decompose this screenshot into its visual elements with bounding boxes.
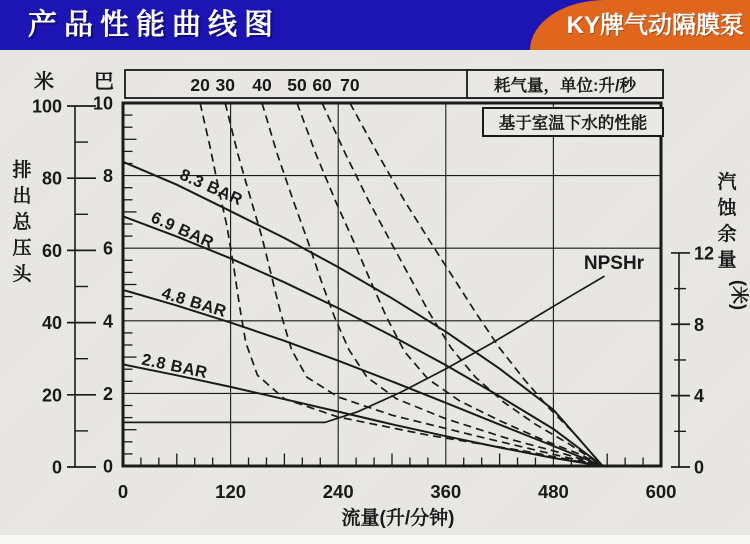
tick-label: 240 <box>322 481 354 502</box>
page-title: 产品性能曲线图 <box>28 9 281 41</box>
air-tick-label: 50 <box>287 75 307 95</box>
tick-label: 10 <box>92 93 113 114</box>
tick-label: 60 <box>41 240 62 261</box>
tick-label: 8 <box>102 166 113 187</box>
air-curve-20 <box>200 103 603 466</box>
tick-label: 600 <box>645 481 677 502</box>
pressure-curve-8.3-bar <box>123 162 603 466</box>
air-tick-label: 70 <box>340 75 360 95</box>
left-axis-title-char: 头 <box>12 264 32 285</box>
air-tick-label: 30 <box>215 75 235 95</box>
brand-badge-label: KY牌气动隔膜泵 <box>566 12 744 39</box>
pressure-curves <box>123 162 603 466</box>
curve-label: 2.8 BAR <box>140 350 210 383</box>
air-curve-50 <box>297 103 603 466</box>
tick-label: 0 <box>694 457 705 478</box>
air-axis-title: 耗气量，单位:升/秒 <box>493 77 637 95</box>
tick-label: 360 <box>430 481 462 502</box>
right-axis-title-unit: (米) <box>729 280 749 310</box>
tick-label: 100 <box>31 96 62 117</box>
header-banner <box>0 0 750 50</box>
left-axis-title-char: 排 <box>12 160 32 181</box>
tick-label: 40 <box>41 313 62 334</box>
note-text: 基于室温下水的性能 <box>498 114 648 133</box>
tick-label: 6 <box>102 238 113 259</box>
npshr-curve <box>123 253 645 422</box>
tick-label: 2 <box>102 383 113 404</box>
tick-label: 8 <box>694 314 705 335</box>
note-box <box>483 108 663 136</box>
curve-label: 6.9 BAR <box>148 208 217 253</box>
bottom-strip <box>0 535 750 544</box>
npshr-label: NPSHr <box>583 252 645 274</box>
pressure-curve-6.9-bar <box>123 216 603 466</box>
tick-label: 80 <box>41 168 62 189</box>
air-tick-label: 60 <box>312 75 332 95</box>
air-curve-70 <box>350 103 603 466</box>
curve-label: 8.3 BAR <box>176 165 246 210</box>
left-axis-title-char: 出 <box>12 186 32 207</box>
right-axis-title-char: 量 <box>717 250 737 271</box>
curve-label: 4.8 BAR <box>159 284 229 321</box>
air-tick-label: 20 <box>190 75 210 95</box>
head-axis-bar <box>93 71 114 477</box>
tick-label: 0 <box>117 481 129 502</box>
right-axis-title-char: 蚀 <box>717 198 737 219</box>
tick-label: 120 <box>215 481 247 502</box>
air-curve-30 <box>225 103 603 466</box>
air-curve-60 <box>322 103 603 466</box>
air-tick-label: 40 <box>252 75 272 95</box>
edge-ticks <box>125 115 644 464</box>
flow-axis <box>118 481 677 529</box>
tick-label: 4 <box>694 386 705 407</box>
air-consumption-curves <box>200 103 603 466</box>
left-axis-title-char: 总 <box>12 212 32 233</box>
bar-unit-label: 巴 <box>94 71 114 93</box>
grid <box>123 103 661 466</box>
left-axis-title-char: 压 <box>12 238 32 259</box>
tick-label: 0 <box>51 457 62 478</box>
tick-label: 12 <box>694 243 715 264</box>
meter-unit-label: 米 <box>34 71 54 93</box>
brand-badge <box>530 0 750 50</box>
flow-axis-title: 流量(升/分钟) <box>341 508 455 529</box>
tick-label: 480 <box>537 481 569 502</box>
tick-label: 0 <box>102 456 113 477</box>
npsh-axis <box>671 170 750 478</box>
air-axis-strip <box>125 70 663 98</box>
right-axis-title-char: 汽 <box>717 172 737 193</box>
tick-label: 4 <box>102 311 113 332</box>
tick-label: 20 <box>41 385 62 406</box>
head-axis-meters <box>12 69 96 478</box>
plot-border <box>123 103 661 466</box>
right-axis-title-char: 余 <box>717 224 737 245</box>
